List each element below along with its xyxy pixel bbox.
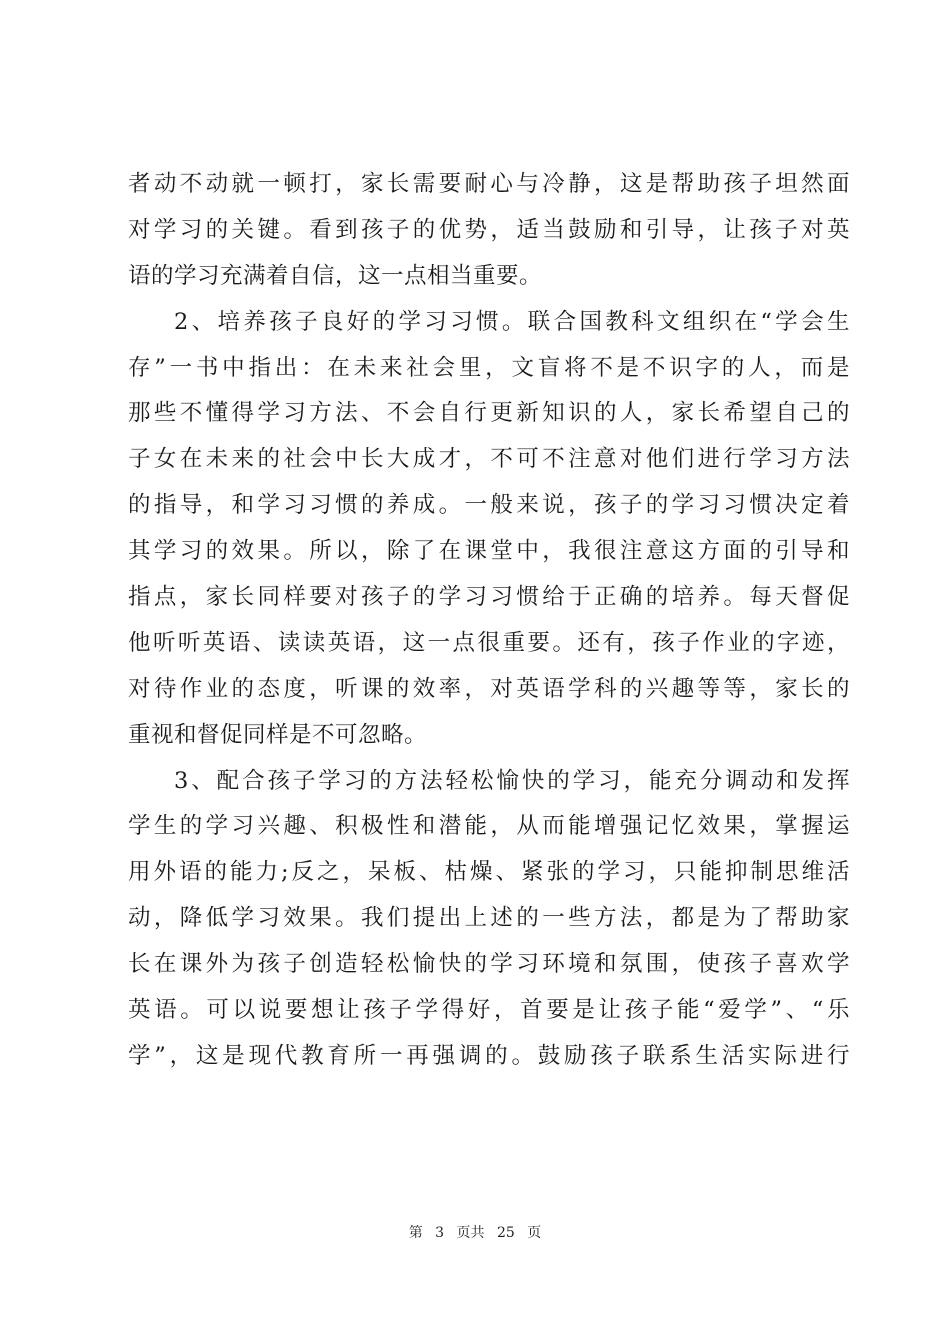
text-line: 者动不动就一顿打，家长需要耐心与冷静，这是帮助孩子坦然面 — [128, 171, 850, 197]
text-line: 对待作业的态度，听课的效率，对英语学科的兴趣等等，家长的 — [128, 675, 850, 702]
text-line: 子女在未来的社会中长大成才，不可不注意对他们进行学习方法 — [128, 446, 850, 473]
text-line: 学”，这是现代教育所一再强调的。鼓励孩子联系生活实际进行 — [128, 1042, 850, 1069]
text-line: 那些不懂得学习方法、不会自行更新知识的人，家长希望自己的 — [128, 400, 850, 427]
paragraph-2-first-line: 2、培养孩子良好的学习习惯。联合国教科文组织在“学会生 — [174, 308, 850, 335]
text-line: 的指导，和学习习惯的养成。一般来说，孩子的学习习惯决定着 — [128, 492, 850, 519]
text-line: 长在课外为孩子创造轻松愉快的学习环境和氛围，使孩子喜欢学 — [128, 951, 850, 978]
text-line: 存”一书中指出：在未来社会里，文盲将不是不识字的人，而是 — [128, 354, 850, 381]
body-text — [128, 162, 850, 1080]
text-line: 学生的学习兴趣、积极性和潜能，从而能增强记忆效果，掌握运 — [128, 813, 850, 840]
text-line: 语的学习充满着自信，这一点相当重要。 — [128, 262, 543, 289]
text-line: 用外语的能力;反之，呆板、枯燥、紧张的学习，只能抑制思维活 — [128, 859, 850, 886]
text-line: 指点，家长同样要对孩子的学习习惯给于正确的培养。每天督促 — [128, 584, 850, 611]
page-number-footer: 第 3 页共 25 页 — [408, 1225, 542, 1241]
paragraph-3-first-line: 3、配合孩子学习的方法轻松愉快的学习，能充分调动和发挥 — [174, 767, 850, 794]
text-line: 他听听英语、读读英语，这一点很重要。还有，孩子作业的字迹， — [128, 629, 850, 656]
text-line: 对学习的关键。看到孩子的优势，适当鼓励和引导，让孩子对英 — [128, 216, 850, 243]
text-line: 动，降低学习效果。我们提出上述的一些方法，都是为了帮助家 — [128, 905, 850, 932]
text-line: 英语。可以说要想让孩子学得好，首要是让孩子能“爱学”、“乐 — [128, 997, 850, 1024]
text-line: 其学习的效果。所以，除了在课堂中，我很注意这方面的引导和 — [128, 538, 850, 565]
text-line: 重视和督促同样是不可忽略。 — [128, 721, 428, 748]
